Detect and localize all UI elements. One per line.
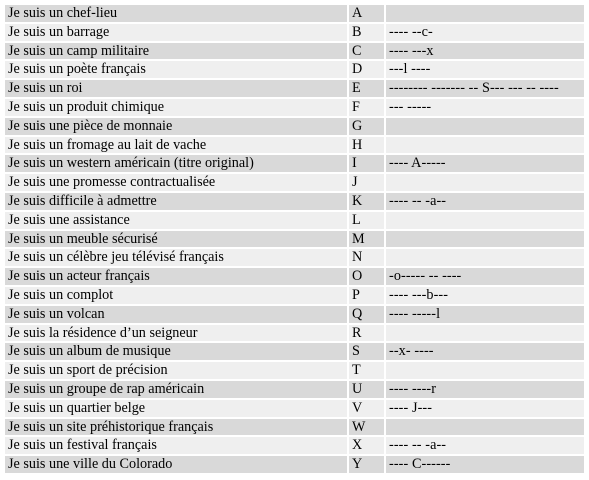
clue-cell: Je suis un album de musique bbox=[5, 343, 347, 360]
table-row bbox=[5, 43, 584, 60]
letter-cell: H bbox=[349, 137, 384, 154]
clue-cell: Je suis un meuble sécurisé bbox=[5, 231, 347, 248]
letter-cell: C bbox=[349, 43, 384, 60]
clue-cell: Je suis un roi bbox=[5, 80, 347, 97]
letter-cell: N bbox=[349, 249, 384, 266]
hint-cell: ---- A----- bbox=[386, 155, 584, 172]
clue-cell: Je suis une pièce de monnaie bbox=[5, 118, 347, 135]
letter-cell: V bbox=[349, 400, 384, 417]
table-row bbox=[5, 174, 584, 191]
clue-cell: Je suis un quartier belge bbox=[5, 400, 347, 417]
clue-cell: Je suis un poète français bbox=[5, 61, 347, 78]
table-row bbox=[5, 137, 584, 154]
clue-cell: Je suis un festival français bbox=[5, 437, 347, 454]
letter-cell: L bbox=[349, 212, 384, 229]
hint-cell bbox=[386, 5, 584, 22]
table-row bbox=[5, 5, 584, 22]
clue-cell: Je suis un acteur français bbox=[5, 268, 347, 285]
letter-cell: X bbox=[349, 437, 384, 454]
table-row bbox=[5, 325, 584, 342]
hint-cell bbox=[386, 137, 584, 154]
clue-cell: Je suis difficile à admettre bbox=[5, 193, 347, 210]
letter-cell: J bbox=[349, 174, 384, 191]
table-row bbox=[5, 212, 584, 229]
clue-cell: Je suis un camp militaire bbox=[5, 43, 347, 60]
clue-cell: Je suis un barrage bbox=[5, 24, 347, 41]
hint-cell: -o----- -- ---- bbox=[386, 268, 584, 285]
hint-cell: ---- ---x bbox=[386, 43, 584, 60]
hint-cell bbox=[386, 325, 584, 342]
quiz-table-body bbox=[5, 5, 584, 473]
letter-cell: I bbox=[349, 155, 384, 172]
hint-cell bbox=[386, 362, 584, 379]
clue-cell: Je suis un site préhistorique français bbox=[5, 419, 347, 436]
table-row bbox=[5, 400, 584, 417]
clue-cell: Je suis un groupe de rap américain bbox=[5, 381, 347, 398]
table-row bbox=[5, 118, 584, 135]
letter-cell: T bbox=[349, 362, 384, 379]
clue-cell: Je suis un sport de précision bbox=[5, 362, 347, 379]
letter-cell: R bbox=[349, 325, 384, 342]
table-row bbox=[5, 362, 584, 379]
letter-cell: Q bbox=[349, 306, 384, 323]
hint-cell bbox=[386, 118, 584, 135]
table-row bbox=[5, 249, 584, 266]
table-row bbox=[5, 437, 584, 454]
clue-cell: Je suis un produit chimique bbox=[5, 99, 347, 116]
letter-cell: S bbox=[349, 343, 384, 360]
table-row bbox=[5, 231, 584, 248]
clue-cell: Je suis un chef-lieu bbox=[5, 5, 347, 22]
letter-cell: D bbox=[349, 61, 384, 78]
clue-cell: Je suis une promesse contractualisée bbox=[5, 174, 347, 191]
table-row bbox=[5, 99, 584, 116]
clue-cell: Je suis un célèbre jeu télévisé français bbox=[5, 249, 347, 266]
letter-cell: M bbox=[349, 231, 384, 248]
clue-cell: Je suis la résidence d’un seigneur bbox=[5, 325, 347, 342]
hint-cell: ---- -----l bbox=[386, 306, 584, 323]
hint-cell: --- ----- bbox=[386, 99, 584, 116]
letter-cell: O bbox=[349, 268, 384, 285]
table-row bbox=[5, 381, 584, 398]
letter-cell: Y bbox=[349, 456, 384, 473]
letter-cell: A bbox=[349, 5, 384, 22]
table-row bbox=[5, 61, 584, 78]
quiz-table bbox=[3, 3, 586, 475]
table-row bbox=[5, 419, 584, 436]
hint-cell: ---- C------ bbox=[386, 456, 584, 473]
letter-cell: G bbox=[349, 118, 384, 135]
table-row bbox=[5, 456, 584, 473]
hint-cell bbox=[386, 231, 584, 248]
table-row bbox=[5, 193, 584, 210]
clue-cell: Je suis un complot bbox=[5, 287, 347, 304]
clue-cell: Je suis un fromage au lait de vache bbox=[5, 137, 347, 154]
table-row bbox=[5, 287, 584, 304]
clue-cell: Je suis une assistance bbox=[5, 212, 347, 229]
letter-cell: P bbox=[349, 287, 384, 304]
letter-cell: U bbox=[349, 381, 384, 398]
hint-cell bbox=[386, 419, 584, 436]
letter-cell: E bbox=[349, 80, 384, 97]
hint-cell: -------- ------- -- S--- --- -- ---- bbox=[386, 80, 584, 97]
table-row bbox=[5, 80, 584, 97]
hint-cell bbox=[386, 249, 584, 266]
clue-cell: Je suis un western américain (titre original) bbox=[5, 155, 347, 172]
hint-cell bbox=[386, 174, 584, 191]
table-row bbox=[5, 343, 584, 360]
clue-cell: Je suis un volcan bbox=[5, 306, 347, 323]
hint-cell: ---l ---- bbox=[386, 61, 584, 78]
hint-cell: --x- ---- bbox=[386, 343, 584, 360]
hint-cell: ---- ----r bbox=[386, 381, 584, 398]
letter-cell: K bbox=[349, 193, 384, 210]
table-row bbox=[5, 24, 584, 41]
letter-cell: B bbox=[349, 24, 384, 41]
letter-cell: F bbox=[349, 99, 384, 116]
clue-cell: Je suis une ville du Colorado bbox=[5, 456, 347, 473]
hint-cell bbox=[386, 212, 584, 229]
hint-cell: ---- --c- bbox=[386, 24, 584, 41]
table-row bbox=[5, 155, 584, 172]
table-row bbox=[5, 306, 584, 323]
hint-cell: ---- -- -a-- bbox=[386, 437, 584, 454]
hint-cell: ---- -- -a-- bbox=[386, 193, 584, 210]
hint-cell: ---- ---b--- bbox=[386, 287, 584, 304]
letter-cell: W bbox=[349, 419, 384, 436]
table-row bbox=[5, 268, 584, 285]
hint-cell: ---- J--- bbox=[386, 400, 584, 417]
